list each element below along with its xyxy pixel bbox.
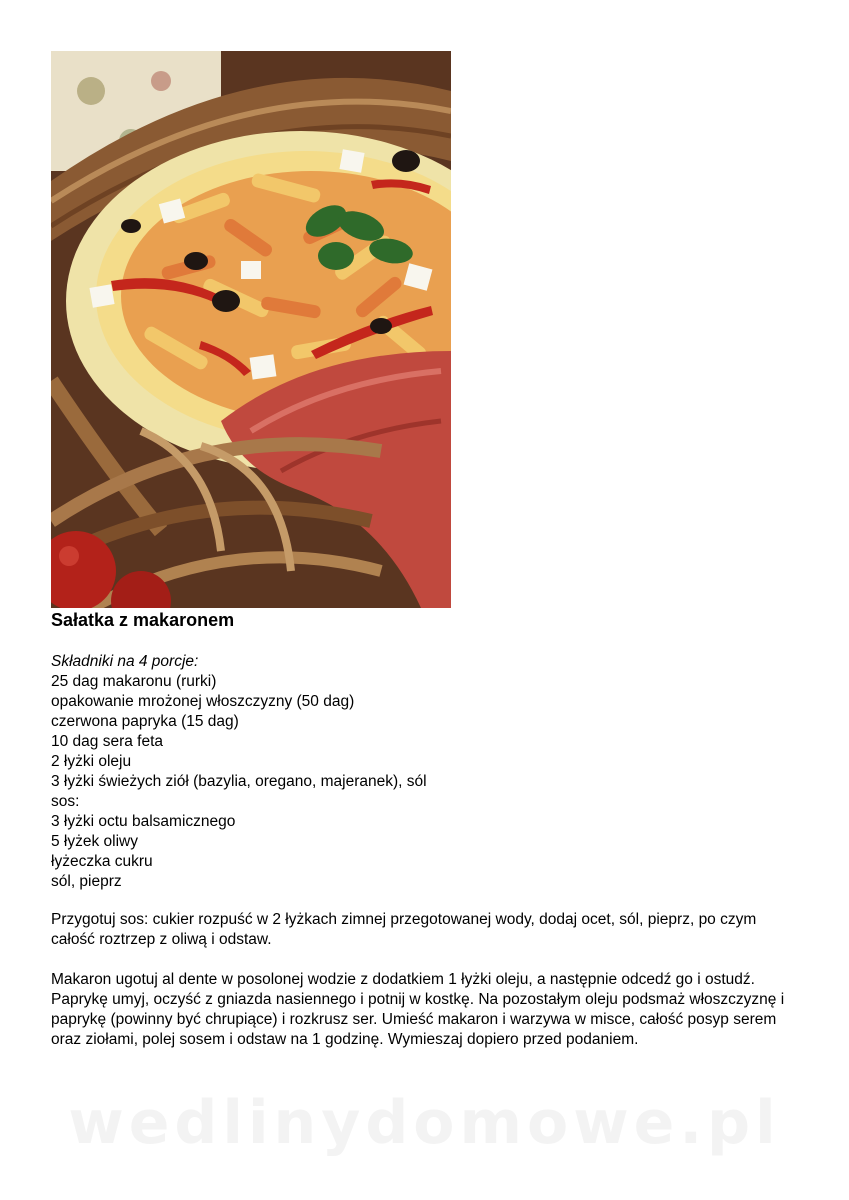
ingredient-item: 5 łyżek oliwy (51, 833, 138, 850)
instruction-paragraph-sauce: Przygotuj sos: cukier rozpuść w 2 łyżkach zimnej przegotowanej wody, dodaj ocet, sól, pieprz, po czym całość roztrzep z oliwą i odstaw. (51, 911, 757, 948)
instruction-paragraph-pasta: Makaron ugotuj al dente w posolonej wodzie z dodatkiem 1 łyżki oleju, a następnie odcedź go i ostudź. Paprykę umyj, oczyść z gniazda nasiennego i potnij w kostkę. Na pozostałym oleju podsmaż włoszczyznę i paprykę (powinny być chrupiące) i rozkrusz ser. Umieść makaron i warzywa w misce, całość posyp serem oraz ziołami, polej sosem i odstaw na 1 godzinę. Wymieszaj dopiero przed podaniem. (51, 971, 785, 1048)
ingredient-item: czerwona papryka (15 dag) (51, 713, 239, 730)
recipe-photo (51, 51, 451, 608)
site-watermark: wedlinydomowe.pl (68, 1088, 781, 1158)
pasta-salad-illustration (51, 51, 451, 608)
ingredients-section (51, 652, 427, 892)
ingredients-heading: Składniki na 4 porcje: (51, 653, 199, 670)
ingredient-item: 3 łyżki świeżych ziół (bazylia, oregano, majeranek), sól (51, 773, 427, 790)
recipe-title: Sałatka z makaronem (51, 610, 235, 630)
ingredient-item: 25 dag makaronu (rurki) (51, 673, 217, 690)
ingredient-item: łyżeczka cukru (51, 853, 153, 870)
ingredient-item: sól, pieprz (51, 873, 122, 890)
ingredient-item: opakowanie mrożonej włoszczyzny (50 dag) (51, 693, 355, 710)
ingredient-item: 2 łyżki oleju (51, 753, 132, 770)
sauce-heading: sos: (51, 793, 80, 810)
ingredients-list (51, 672, 427, 892)
ingredient-item: 10 dag sera feta (51, 733, 164, 750)
ingredient-item: 3 łyżki octu balsamicznego (51, 813, 236, 830)
